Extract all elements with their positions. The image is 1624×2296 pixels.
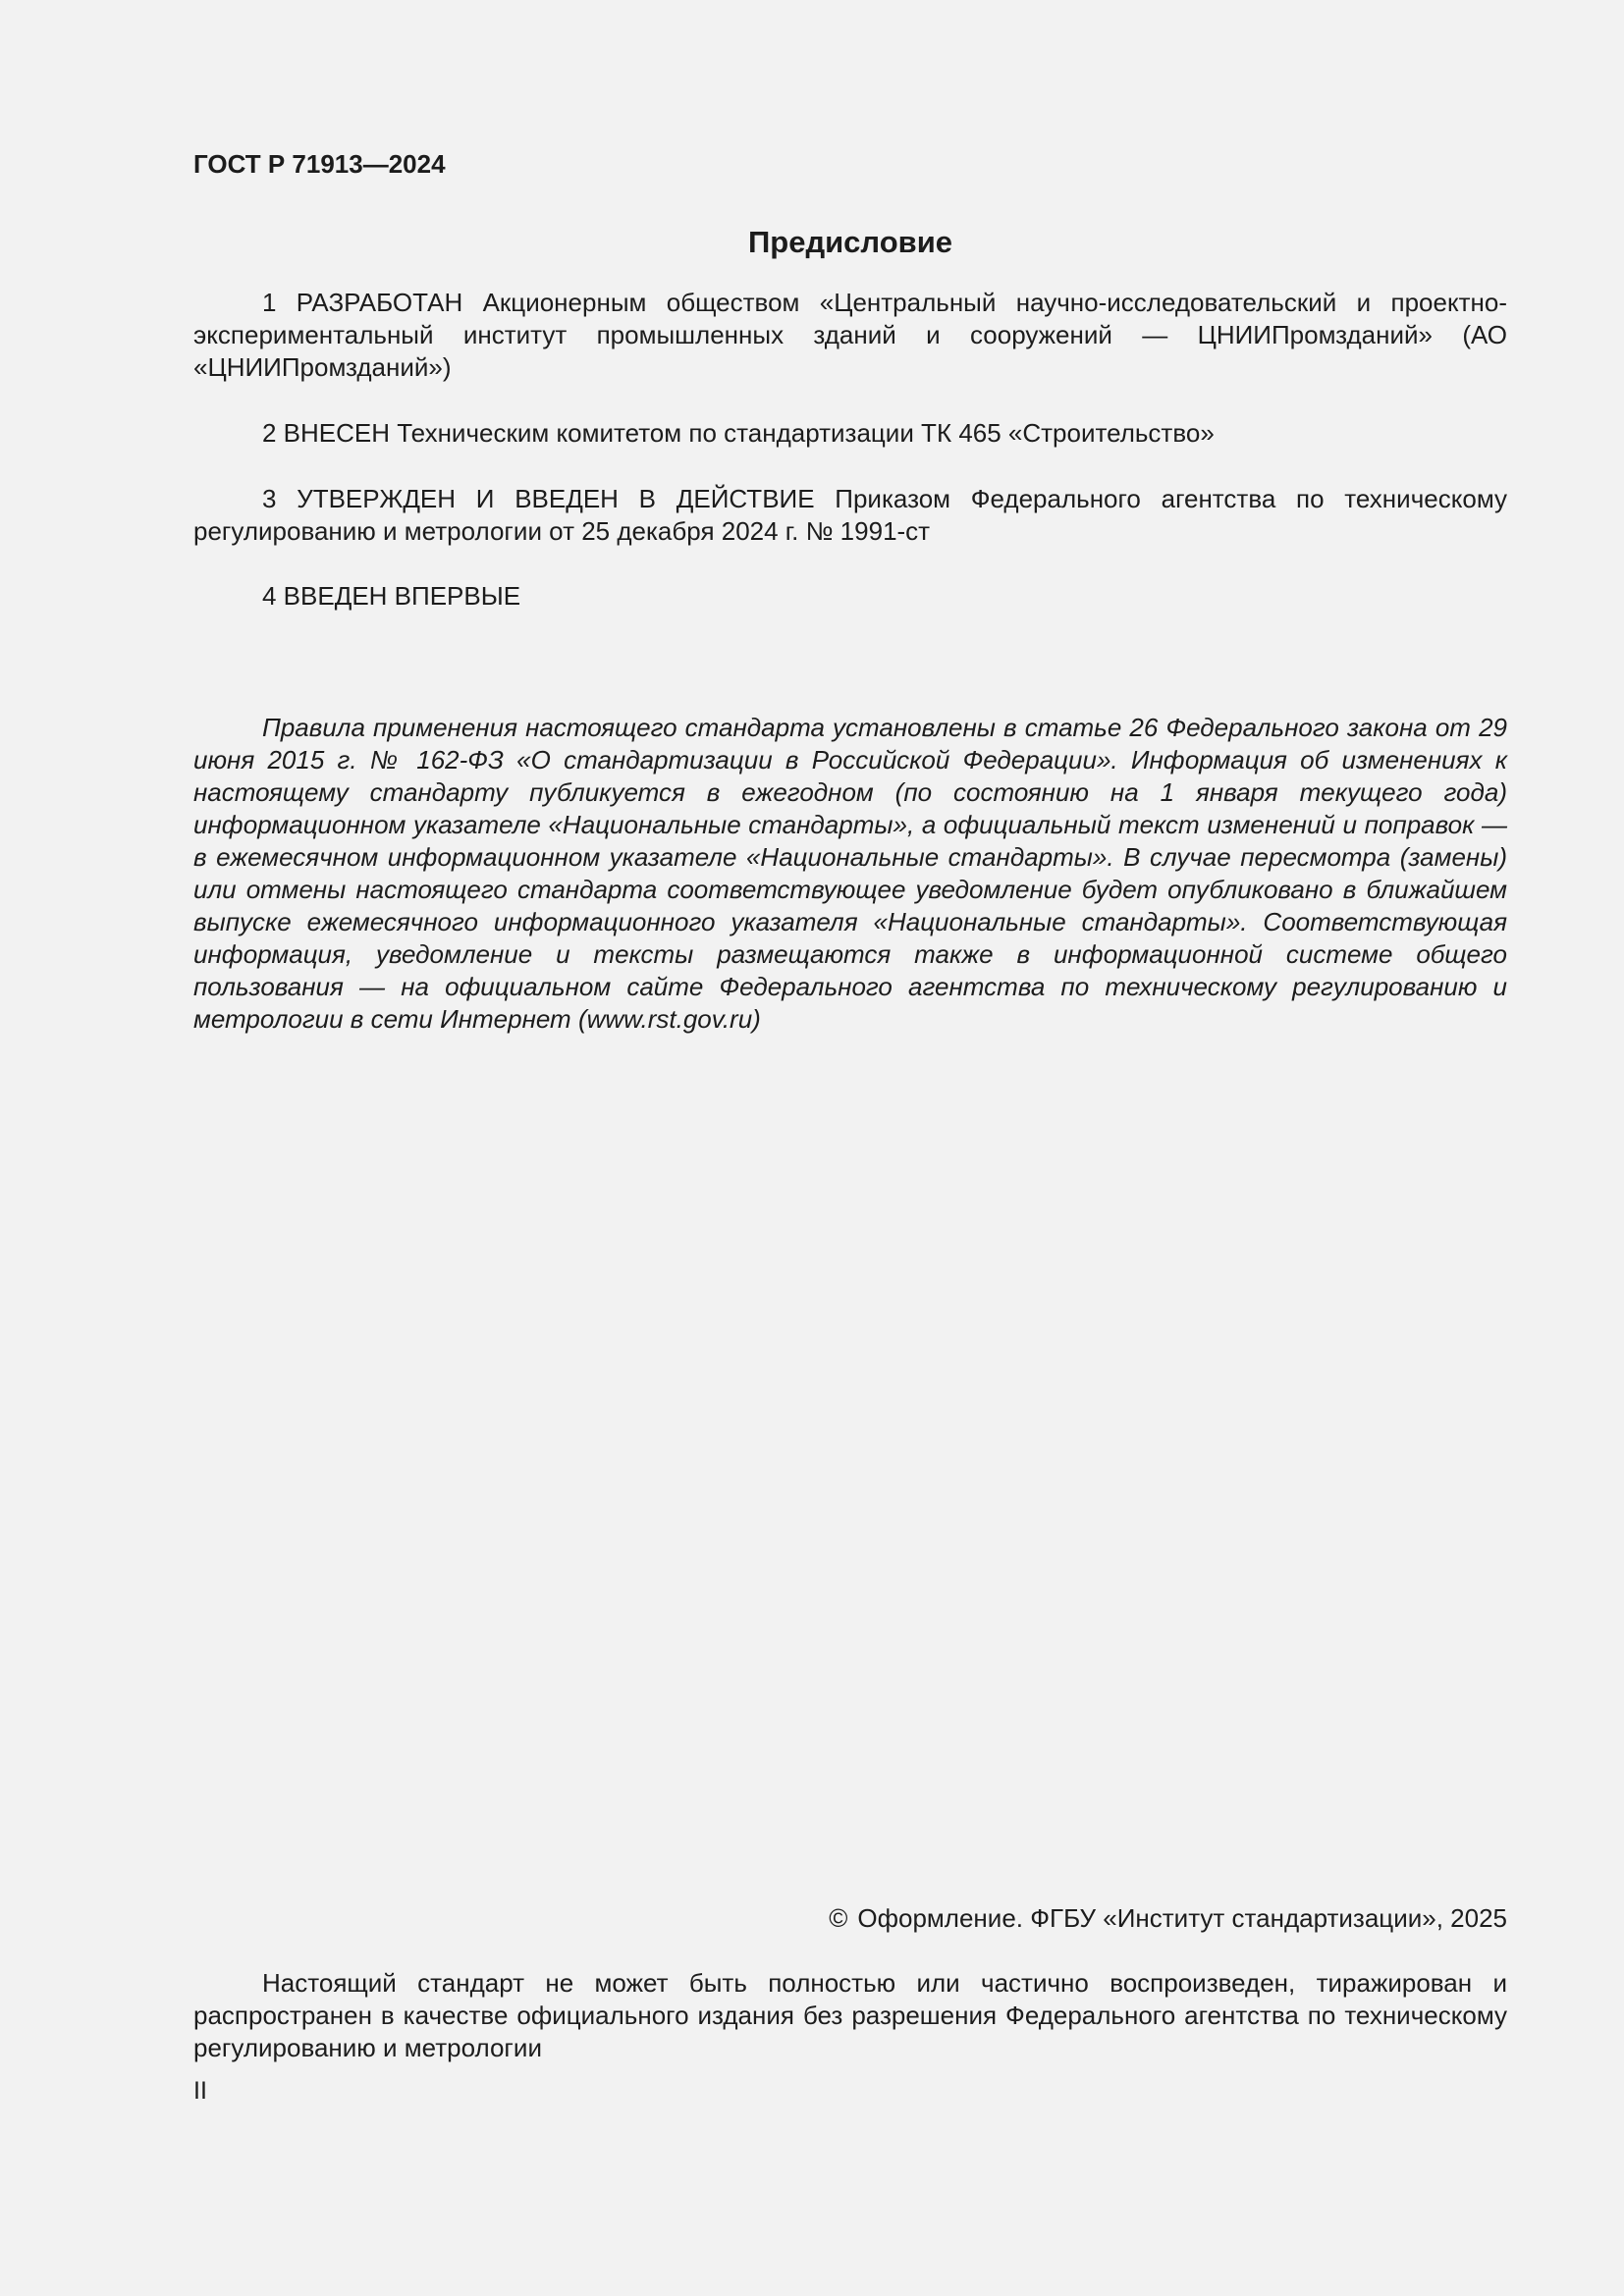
application-rules-notice: Правила применения настоящего стандарта установлены в статье 26 Федерального закона от 29 июня 2015 г. № 162-ФЗ «О стандартизации в Российской Федерации». Информация об изменениях к настоящему стандарту публикуется в ежегодном (по состоянию на 1 января текущего года) информационном указателе «Национальные стандарты», а официальный текст изменений и поправок — в ежемесячном информационном указателе «Национальные стандарты». В случае пересмотра (замены) или отмены настоящего стандарта соответствующее уведомление будет опубликовано в ближайшем выпуске ежемесячного информационного указателя «Национальные стандарты». Соответствующая информация, уведомление и тексты размещаются также в информационной системе общего пользования — на официальном сайте Федерального агентства по техническому регулированию и метрологии в сети Интернет (www.rst.gov.ru)	[193, 713, 1507, 1034]
foreword-item-3: 3 УТВЕРЖДЕН И ВВЕДЕН В ДЕЙСТВИЕ Приказом Федерального агентства по техническому регулированию и метрологии от 25 декабря 2024 г. № 1991-ст	[193, 484, 1507, 546]
copyright-line	[829, 1902, 1507, 1935]
reproduction-notice: Настоящий стандарт не может быть полностью или частично воспроизведен, тиражирован и распространен в качестве официального издания без разрешения Федерального агентства по техническому регулированию и метрологии	[193, 1968, 1507, 2062]
foreword-item-1: 1 РАЗРАБОТАН Акционерным обществом «Центральный научно-исследовательский и проектно-экспериментальный институт промышленных зданий и сооружений — ЦНИИПромзданий» (АО «ЦНИИПромзданий»)	[193, 288, 1507, 382]
section-title: Предисловие	[747, 225, 952, 259]
copyright-text: Оформление. ФГБУ «Институт стандартизации», 2025	[857, 1903, 1507, 1933]
foreword-item-2: 2 ВНЕСЕН Техническим комитетом по стандартизации ТК 465 «Строительство»	[262, 418, 1215, 448]
copyright-symbol: ©	[829, 1903, 848, 1933]
document-page	[193, 0, 1507, 2296]
page-number: II	[193, 2077, 207, 2105]
foreword-item-4: 4 ВВЕДЕН ВПЕРВЫЕ	[262, 581, 521, 611]
document-code: ГОСТ Р 71913—2024	[193, 149, 446, 179]
